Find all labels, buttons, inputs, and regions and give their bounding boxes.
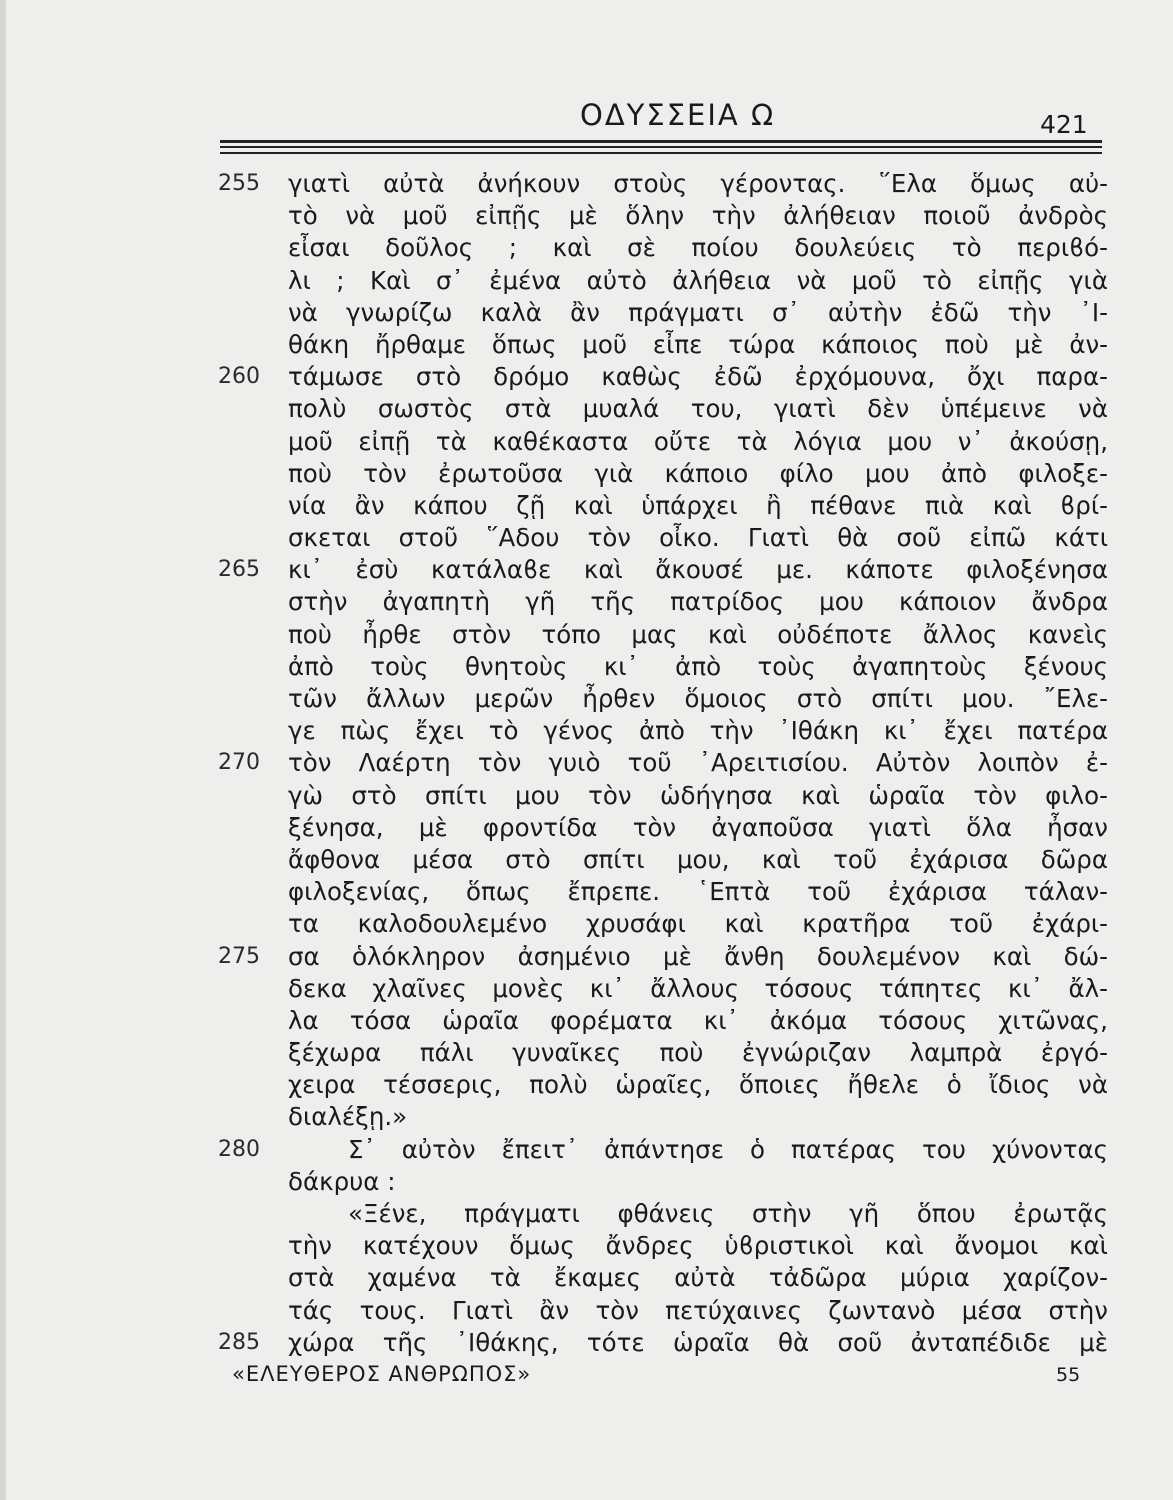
line-number: 265 bbox=[218, 557, 260, 583]
line-text: λι ; Καὶ σ᾽ ἐμένα αὐτὸ ἀλήθεια νὰ μοῦ τὸ εἰπῇς γιὰ bbox=[288, 265, 1108, 295]
text-line bbox=[218, 747, 1108, 779]
text-line bbox=[218, 586, 1108, 618]
line-text: ποὺ τὸν ἐρωτοῦσα γιὰ κάποιο φίλο μου ἀπὸ φιλοξε- bbox=[288, 458, 1109, 488]
header-rule-middle bbox=[220, 146, 1102, 148]
running-title: ΟΔΥΣΣΕΙΑ Ω bbox=[580, 98, 776, 132]
line-text: νία ἂν κάπου ζῇ καὶ ὑπάρχει ἢ πέθανε πιὰ καὶ ϐρί- bbox=[288, 490, 1108, 520]
line-text: γὼ στὸ σπίτι μου τὸν ὡδήγησα καὶ ὡραῖα τὸν φιλο- bbox=[288, 780, 1108, 810]
line-text: χειρα τέσσερις, πολὺ ὡραῖες, ὅποιες ἤθελε ὁ ἴδιος νὰ bbox=[288, 1070, 1108, 1100]
text-line bbox=[218, 297, 1108, 329]
text-line bbox=[218, 1134, 1108, 1166]
line-text: φιλοξενίας, ὅπως ἔπρεπε. ῾Επτὰ τοῦ ἐχάρισα τάλαν- bbox=[288, 877, 1108, 907]
line-number: 260 bbox=[218, 364, 260, 390]
text-line bbox=[218, 844, 1108, 876]
text-line bbox=[218, 619, 1108, 651]
text-line bbox=[218, 554, 1108, 586]
line-text: στὴν ἀγαπητὴ γῆ τῆς πατρίδος μου κάποιον ἄνδρα bbox=[288, 587, 1108, 617]
text-line bbox=[218, 200, 1108, 232]
text-line bbox=[218, 458, 1108, 490]
text-line bbox=[218, 812, 1108, 844]
line-text: τα καλοδουλεμένο χρυσάφι καὶ κρατῆρα τοῦ ἐχάρι- bbox=[288, 909, 1109, 939]
line-text: τὸν Λαέρτη τὸν γυιὸ τοῦ ᾽Αρειτισίου. Αὐτὸν λοιπὸν ἐ- bbox=[288, 748, 1109, 778]
line-text: γε πὼς ἔχει τὸ γένος ἀπὸ τὴν ᾽Ιθάκη κι᾽ ἔχει πατέρα bbox=[288, 716, 1108, 746]
text-line bbox=[218, 1069, 1108, 1101]
line-text: δεκα χλαῖνες μονὲς κι᾽ ἄλλους τόσους τάπητες κι᾽ ἄλ- bbox=[288, 973, 1108, 1003]
line-text: ἄφθονα μέσα στὸ σπίτι μου, καὶ τοῦ ἐχάρισα δῶρα bbox=[288, 844, 1108, 874]
line-text: σκεται στοῦ ῞Αδου τὸν οἶκο. Γιατὶ θὰ σοῦ εἰπῶ κάτι bbox=[288, 523, 1109, 553]
header-rule-bottom bbox=[220, 152, 1102, 154]
line-text: πολὺ σωστὸς στὰ μυαλά του, γιατὶ δὲν ὑπέμεινε νὰ bbox=[288, 394, 1109, 424]
signature-mark: 55 bbox=[1056, 1364, 1081, 1386]
text-line bbox=[218, 973, 1108, 1005]
text-line bbox=[218, 941, 1108, 973]
line-text: ξένησα, μὲ φροντίδα τὸν ἀγαποῦσα γιατὶ ὅλα ἦσαν bbox=[288, 812, 1108, 842]
text-line bbox=[218, 1166, 1108, 1198]
line-text: ποὺ ἦρθε στὸν τόπο μας καὶ οὐδέποτε ἄλλος κανεὶς bbox=[288, 619, 1108, 649]
line-text: νὰ γνωρίζω καλὰ ἂν πράγματι σ᾽ αὐτὴν ἐδῶ τὴν ᾽Ι- bbox=[288, 297, 1108, 327]
text-line bbox=[218, 490, 1108, 522]
text-line bbox=[218, 1037, 1108, 1069]
line-text: λα τόσα ὡραῖα φορέματα κι᾽ ἀκόμα τόσους χιτῶνας, bbox=[288, 1005, 1108, 1035]
text-line bbox=[218, 426, 1108, 458]
text-line bbox=[218, 265, 1108, 297]
line-text: τάς τους. Γιατὶ ἂν τὸν πετύχαινες ζωντανὸ μέσα στὴν bbox=[288, 1295, 1108, 1325]
text-line bbox=[218, 876, 1108, 908]
text-line bbox=[218, 1262, 1108, 1294]
line-number: 285 bbox=[218, 1329, 260, 1355]
line-text: στὰ χαμένα τὰ ἔκαμες αὐτὰ τἀδῶρα μύρια χαρίζον- bbox=[288, 1263, 1109, 1293]
line-text: διαλέξῃ.» bbox=[288, 1102, 408, 1132]
line-number: 270 bbox=[218, 750, 260, 776]
header-rule-top bbox=[220, 140, 1102, 143]
line-text: Σ᾽ αὐτὸν ἔπειτ᾽ ἀπάντησε ὁ πατέρας του χύνοντας bbox=[348, 1134, 1108, 1164]
line-text: «Ξένε, πράγματι φθάνεις στὴν γῆ ὅπου ἐρωτᾷς bbox=[348, 1199, 1108, 1228]
line-text: ξέχωρα πάλι γυναῖκες ποὺ ἐγνώριζαν λαμπρὰ ἐργό- bbox=[288, 1038, 1108, 1068]
text-line bbox=[218, 1005, 1108, 1037]
page-number: 421 bbox=[1040, 110, 1088, 139]
line-text: μοῦ εἰπῇ τὰ καθέκαστα οὔτε τὰ λόγια μου ν᾽ ἀκούσῃ, bbox=[288, 426, 1108, 456]
text-line bbox=[218, 361, 1108, 393]
line-text: γιατὶ αὐτὰ ἀνήκουν στοὺς γέροντας. ῞Ελα ὅμως αὐ- bbox=[288, 169, 1108, 198]
text-line bbox=[218, 1295, 1108, 1327]
line-text: τὴν κατέχουν ὅμως ἄνδρες ὑϐριστικοὶ καὶ ἄνομοι καὶ bbox=[288, 1231, 1108, 1261]
text-line bbox=[218, 1198, 1108, 1230]
line-text: θάκη ἤρθαμε ὅπως μοῦ εἶπε τώρα κάποιος ποὺ μὲ ἀν- bbox=[288, 329, 1108, 359]
page-edge-shadow bbox=[0, 0, 6, 1500]
text-line bbox=[218, 522, 1108, 554]
body-text bbox=[218, 168, 1108, 1359]
text-line bbox=[218, 683, 1108, 715]
text-line bbox=[218, 908, 1108, 940]
line-text: σα ὁλόκληρον ἀσημένιο μὲ ἄνθη δουλεμένον καὶ δώ- bbox=[288, 941, 1108, 971]
text-line bbox=[218, 780, 1108, 812]
line-text: τάμωσε στὸ δρόμο καθὼς ἐδῶ ἐρχόμουνα, ὄχι παρα- bbox=[288, 362, 1108, 392]
line-number: 275 bbox=[218, 943, 260, 969]
line-text: τὸ νὰ μοῦ εἰπῇς μὲ ὅλην τὴν ἀλήθειαν ποιοῦ ἀνδρὸς bbox=[288, 201, 1108, 231]
text-line bbox=[218, 651, 1108, 683]
line-text: εἶσαι δοῦλος ; καὶ σὲ ποίου δουλεύεις τὸ περιϐό- bbox=[288, 233, 1109, 263]
text-line bbox=[218, 1101, 1108, 1133]
publisher-footer: «ΕΛΕΥΘΕΡΟΣ ΑΝΘΡΩΠΟΣ» bbox=[232, 1362, 532, 1386]
line-text: δάκρυα : bbox=[288, 1166, 396, 1196]
text-line bbox=[218, 393, 1108, 425]
line-text: κι᾽ ἐσὺ κατάλαϐε καὶ ἄκουσέ με. κάποτε φιλοξένησα bbox=[288, 555, 1108, 585]
line-number: 255 bbox=[218, 171, 260, 196]
line-number: 280 bbox=[218, 1136, 260, 1162]
text-line bbox=[218, 1327, 1108, 1359]
text-line bbox=[218, 168, 1108, 200]
text-line bbox=[218, 232, 1108, 264]
line-text: τῶν ἄλλων μερῶν ἦρθεν ὅμοιος στὸ σπίτι μου. ῎Ελε- bbox=[288, 684, 1109, 713]
line-text: ἀπὸ τοὺς θνητοὺς κι᾽ ἀπὸ τοὺς ἀγαπητοὺς ξένους bbox=[288, 651, 1108, 681]
text-line bbox=[218, 329, 1108, 361]
text-line bbox=[218, 1230, 1108, 1262]
text-line bbox=[218, 715, 1108, 747]
line-text: χώρα τῆς ᾽Ιθάκης, τότε ὡραῖα θὰ σοῦ ἀνταπέδιδε μὲ bbox=[288, 1327, 1109, 1357]
